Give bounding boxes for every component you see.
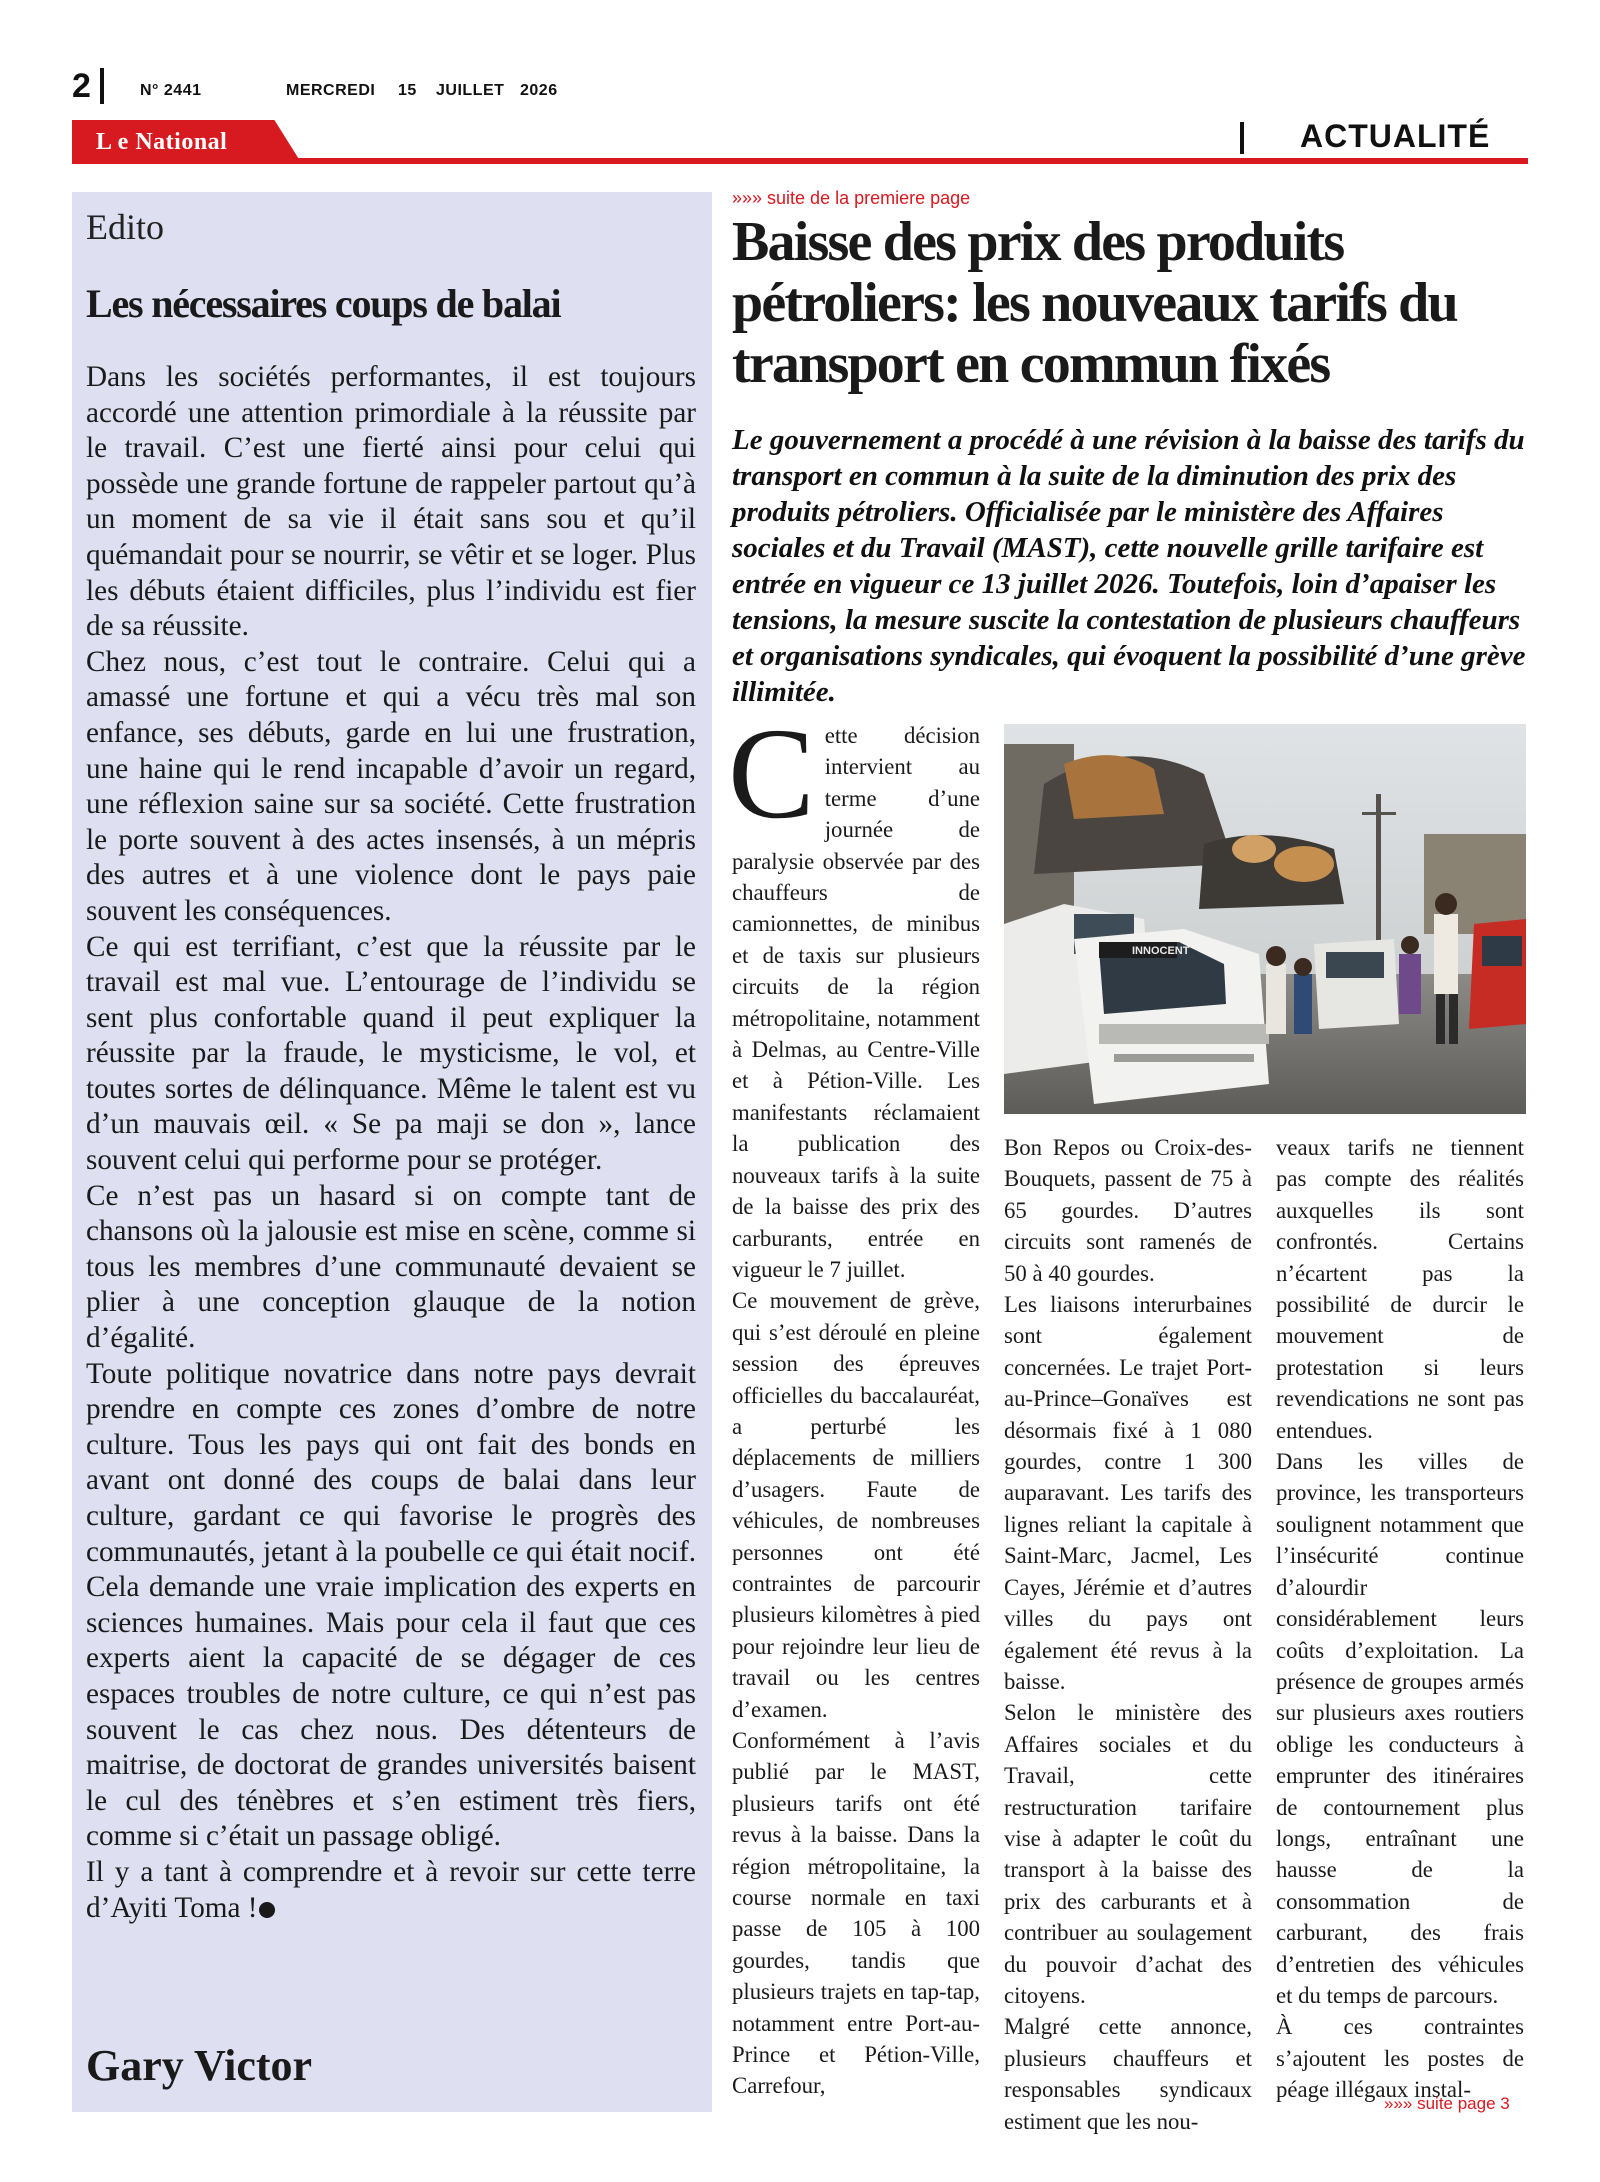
article-paragraph: veaux tarifs ne tiennent pas compte des réalités auxquelles ils sont confrontés. Certains n’écartent pas la possibilité de durcir le mouvement de protestation si leurs revendications ne sont pas entendues. [1276,1135,1524,1443]
continued-link[interactable]: »»» suite page 3 [1384,2094,1510,2113]
article-paragraph: Ce mouvement de grève, qui s’est déroulé en pleine session des épreuves officielles du baccalauréat, a perturbé les déplacements de milliers d’usagers. Faute de véhicules, de nombreuses personnes ont été contraintes de parcourir plusieurs kilomètres à pied pour rejoindre leur lieu de travail ou les centres d’examen. [732,1288,980,1722]
end-mark-icon [259,1902,275,1918]
edito-closing-text: Il y a tant à comprendre et à revoir sur cette terre d’Ayiti Toma ! [86,1855,696,1924]
section-title: ACTUALITÉ [1300,118,1491,154]
article-lead: Le gouvernement a procédé à une révision à la baisse des tarifs du transport en commun à la suite de la diminution des prix des produits pétroliers. Officialisée par le ministère des Affaires sociales et du Travail (MAST), cette nouvelle grille tarifaire est entrée en vigueur ce 13 juillet 2026. Toutefois, loin d’apaiser les tensions, la mesure suscite la contestation de plusieurs chauffeurs et organisations syndicales, qui évoquent la possibilité d’une grève illimitée. [732,424,1526,708]
edito-paragraph: Dans les sociétés performantes, il est toujours accordé une attention primordiale à la réussite par le travail. C’est une fierté ainsi pour celui qui possède une grande fortune de rappeler partout qu’à un moment de sa vie il était sans sou et qu’il quémandait pour se nourrir, se vêtir et se loger. Plus les débuts étaient difficiles, plus l’individu est fier de sa réussite. [86,361,696,643]
article-paragraph: À ces contraintes s’ajoutent les postes de péage illégaux instal- [1276,2014,1524,2103]
header-rule [72,158,1528,164]
date-year: 2026 [520,82,558,99]
article-column-3 [1276,1132,1524,2106]
article-paragraph: Malgré cette annonce, plusieurs chauffeurs et responsables syndicaux estiment que les nou- [1004,2014,1252,2134]
date-weekday: MERCREDI [286,82,376,99]
edito-paragraph: Chez nous, c’est tout le contraire. Celui qui a amassé une fortune et qui a vécu très mal son enfance, ses débuts, garde en lui une frustration, une haine qui le rend incapable d’avoir un regard, une réflexion saine sur sa société. Cette frustration le porte souvent à des actes insensés, à un mépris des autres et à une violence dont le pays paie souvent les conséquences. [86,645,696,927]
article-headline: Baisse des prix des produits pétroliers: les nouveaux tarifs du transport en commun fixés [732,211,1457,395]
bus-sign-text: INNOCENT [1132,945,1190,957]
article-paragraph: Les liaisons interurbaines sont également concernées. Le trajet Port-au-Prince–Gonaïves est désormais fixé à 1 080 gourdes, contre 1 300 auparavant. Les tarifs des lignes reliant la capitale à Saint-Marc, Jacmel, Les Cayes, Jérémie et d’autres villes du pays ont également été revus à la baisse. [1004,1292,1252,1694]
article-column-1 [728,702,980,2102]
edito-paragraph: Ce n’est pas un hasard si on compte tant de chansons où la jalousie est mise en scène, comme si tous les membres d’une communauté devaient se plier à une conception glauque de la notion d’égalité. [86,1179,696,1355]
article-photo [1004,724,1526,1114]
edito-paragraph: Ce qui est terrifiant, c’est que la réussite par le travail est mal vue. L’entourage de l’individu se sent plus confortable quand il peut expliquer la réussite par la fraude, le mysticisme, le vol, et toutes sortes de délinquance. Même le talent est vu d’un mauvais œil. « Se pa maji se don », lance souvent celui qui performe pour se protéger. [86,930,696,1177]
edito-paragraph: Toute politique novatrice dans notre pays devrait prendre en compte ces zones d’ombre de notre culture. Tous les pays qui ont fait des bonds en avant ont donné des coups de balai dans leur culture, gardant ce qui favorise le progrès des communautés, jetant à la poubelle ce qui était nocif. Cela demande une vraie implication des experts en sciences humaines. Mais pour cela il faut que ces experts aient la capacité de se dégager de ces espaces troubles de notre culture, ce qui n’est pas souvent le cas chez nous. Des détenteurs de maitrise, de doctorat de grandes universités baisent le cul des ténèbres et s’en estiment très fiers, comme si c’était un passage obligé. [86,1357,696,1853]
edito-kicker: Edito [86,207,164,247]
article-first-text: ette décision intervient au terme d’une journée de paralysie observée par des chauffeurs de camionnettes, de minibus et de taxis sur plusieurs circuits de la région métropolitaine, notamment à Delmas, au Centre-Ville et à Pétion-Ville. Les manifestants réclamaient la publication des nouveaux tarifs à la suite de la baisse des prix des carburants, entrée en vigueur le 7 juillet. [732,723,980,1282]
street-scene-photo [1004,724,1526,1114]
page-number: 2 [72,67,91,105]
article-paragraph [728,702,980,1285]
page-number-divider [100,68,104,104]
article-kicker: »»» suite de la premiere page [732,188,971,208]
article-paragraph: Bon Repos ou Croix-des-Bouquets, passent de 75 à 65 gourdes. D’autres circuits sont ramenés de 50 à 40 gourdes. [1004,1135,1252,1286]
edito-body [86,360,696,1926]
edito-headline: Les nécessaires coups de balai [86,281,561,326]
date-day-number: 15 [398,82,417,99]
date-month: JUILLET [436,82,505,99]
edito-author: Gary Victor [86,2041,313,2090]
article-column-2 [1004,1132,1252,2137]
issue-number: N° 2441 [140,82,202,99]
dropcap: C [728,702,815,846]
article-paragraph: Selon le ministère des Affaires sociales et du Travail, cette restructuration tarifaire vise à adapter le coût du transport à la baisse des prix des carburants et à contribuer au soulagement du pouvoir d’achat des citoyens. [1004,1700,1252,2008]
section-divider [1240,122,1244,154]
edito-paragraph-last [86,1855,696,1926]
brand-name: L e National [96,129,228,155]
article-paragraph: Dans les villes de province, les transporteurs soulignent notamment que l’insécurité continue d’alourdir considérablement leurs coûts d’exploitation. La présence de groupes armés sur plusieurs axes routiers oblige les conducteurs à emprunter des itinéraires de contournement plus longs, entraînant une hausse de la consommation de carburant, des frais d’entretien des véhicules et du temps de parcours. [1276,1449,1524,2008]
article-paragraph: Conformément à l’avis publié par le MAST, plusieurs tarifs ont été revus à la baisse. Dans la région métropolitaine, la course normale en taxi passe de 105 à 100 gourdes, tandis que plusieurs trajets en tap-tap, notamment entre Port-au-Prince et Pétion-Ville, Carrefour, [732,1728,980,2099]
